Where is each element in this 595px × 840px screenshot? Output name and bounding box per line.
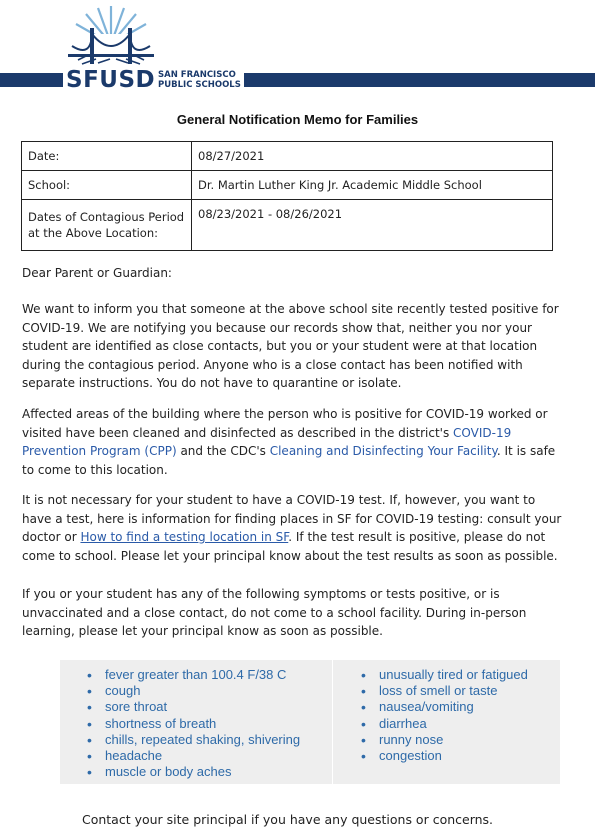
symptoms-list-left [86, 667, 300, 780]
school-value: Dr. Martin Luther King Jr. Academic Middle School [192, 171, 553, 200]
memo-title: General Notification Memo for Families [176, 112, 419, 127]
contact-line: Contact your site principal if you have any questions or concerns. [81, 812, 494, 827]
symptom-item: • sore throat [86, 699, 300, 715]
symptom-item: • congestion [360, 748, 528, 764]
symptom-item: • runny nose [360, 732, 528, 748]
symptom-item: • nausea/vomiting [360, 699, 528, 715]
date-label: Date: [22, 142, 192, 171]
paragraph-cleaning: Affected areas of the building where the person who is positive for COVID-19 worked or visited have been cleaned and disinfected as described in the district's COVID-19 Prevention Program (CPP) and the CDC's Cleaning and Disinfecting Your Facility. It is safe to come to this location. [22, 407, 556, 477]
symptoms-divider [332, 660, 333, 784]
table-row [22, 171, 553, 200]
paragraph-testing: It is not necessary for your student to have a COVID-19 test. If, however, you want to have a test, here is information for finding places in SF for COVID-19 testing: consult your doctor or How to find a testing location in SF. If the test result is positive, please do not come to school. Please let your principal know about the test results as soon as possible. [22, 493, 562, 563]
symptom-item: • cough [86, 683, 300, 699]
symptom-item: • chills, repeated shaking, shivering [86, 732, 300, 748]
symptom-item: • unusually tired or fatigued [360, 667, 528, 683]
period-label: Dates of Contagious Period at the Above Location: [22, 200, 192, 251]
salutation: Dear Parent or Guardian: [22, 266, 172, 280]
symptom-item: • muscle or body aches [86, 764, 300, 780]
paragraph-notification: We want to inform you that someone at the above school site recently tested positive for COVID-19. We are notifying you because our records show that, neither you nor your student are identified as close contacts, but you or your student were at that location during the contagious period. Anyone who is a close contact has been notified with separate instructions. You do not have to quarantine or isolate. [22, 302, 559, 390]
cdc-cleaning-link[interactable]: Cleaning and Disinfecting Your Facility [269, 444, 497, 458]
paragraph-symptoms-intro: If you or your student has any of the following symptoms or tests positive, or is unvaccinated and a close contact, do not come to a school facility. During in-person learning, please let your principal know as soon as possible. [22, 587, 527, 638]
logo-wordmark: SFUSD [66, 67, 156, 93]
symptom-item: • diarrhea [360, 716, 528, 732]
symptom-item: • fever greater than 100.4 F/38 C [86, 667, 300, 683]
symptoms-list-right [360, 667, 528, 764]
logo-subtitle: SAN FRANCISCO PUBLIC SCHOOLS [158, 70, 241, 90]
date-value: 08/27/2021 [192, 142, 553, 171]
header-bar-left [0, 73, 63, 87]
symptom-item: • headache [86, 748, 300, 764]
sfusd-logo-icon [66, 4, 156, 70]
table-row [22, 200, 553, 251]
school-label: School: [22, 171, 192, 200]
testing-location-link[interactable]: How to find a testing location in SF [80, 530, 289, 544]
info-table [21, 141, 553, 251]
table-row [22, 142, 553, 171]
symptom-item: • shortness of breath [86, 716, 300, 732]
cpp-link[interactable]: COVID-19 Prevention Program (CPP) [22, 425, 512, 458]
header-bar-right [244, 73, 595, 87]
period-value: 08/23/2021 - 08/26/2021 [192, 200, 553, 251]
symptom-item: • loss of smell or taste [360, 683, 528, 699]
